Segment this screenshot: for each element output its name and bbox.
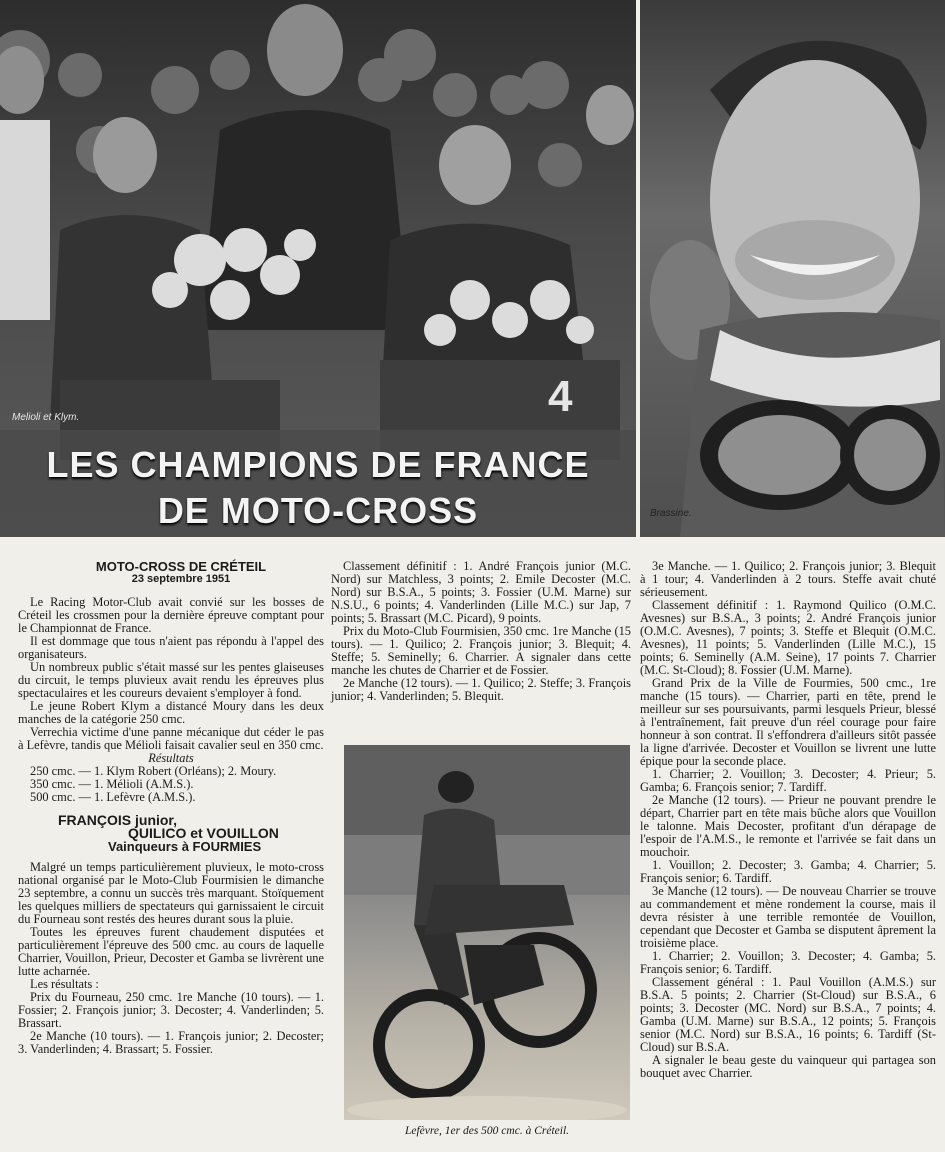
rider-illustration [344, 745, 630, 1120]
column-1 [18, 560, 324, 1056]
creteil-para-5: Verrechia victime d'une panne mécanique dut céder le pas à Lefèvre, tandis que Mélioli faisait cavalier seul en 350 cmc. [18, 725, 324, 752]
col3-para-1: 3e Manche. — 1. Quilico; 2. François junior; 3. Blequit à 1 tour; 4. Vanderlinden à 2 tours. Steffe avait chuté sérieusement. [640, 559, 936, 599]
fourmies-heading-line2: QUILICO et VOUILLON [128, 825, 279, 841]
col3-para-8: 1. Charrier; 2. Vouillon; 3. Decoster; 4. Gamba; 5. François senior; 6. Tardiff. [640, 949, 936, 976]
creteil-para-4: Le jeune Robert Klym a distancé Moury dans les deux manches de la catégorie 250 cmc. [18, 699, 324, 726]
column-2 [331, 560, 631, 703]
creteil-para-3: Un nombreux public s'était massé sur les pentes glaiseuses du circuit, le temps pluvieux avait rendu les épreuves plus spectaculaires et les coureurs devaient s'employer à fond. [18, 660, 324, 700]
fourmies-para-2: Toutes les épreuves furent chaudement disputées et particulièrement l'épreuve des 500 cmc. au cours de laquelle Charrier, Vouillon, Prieur, Decoster et Gamba se livrèrent une lutte acharnée. [18, 925, 324, 978]
portrait-caption: Brassine. [650, 508, 692, 519]
group-photo-caption: Melioli et Klym. [12, 412, 80, 423]
fourmies-para-5: 2e Manche (10 tours). — 1. François junior; 2. Decoster; 3. Vanderlinden; 4. Brassart; 5. Fossier. [18, 1029, 324, 1056]
col3-para-5: 2e Manche (12 tours). — Prieur ne pouvant prendre le départ, Charrier part en tête mais bûche alors que Vouillon le talonne. Mais Decoster, profitant d'un dérapage de l'espoir de l'A.M.S., le remonte et l'arrivée se fait dans un mouchoir. [640, 793, 936, 859]
col3-para-3: Grand Prix de la Ville de Fourmies, 500 cmc., 1re manche (15 tours). — Charrier, parti en tête, prend le meilleur sur ses poursuivants, parmi lesquels Prieur, blessé à l'entraînement, fait preuve d'un réel courage pour faire honneur à son contrat. Il s'effondrera d'ailleurs sitôt passée la ligne d'arrivée. Decoster et Vouillon se livrent une lutte épique pour la seconde place. [640, 676, 936, 768]
creteil-date: 23 septembre 1951 [131, 573, 231, 585]
result-500: 500 cmc. — 1. Lefèvre (A.M.S.). [30, 790, 196, 804]
lefevre-moto-photo [344, 745, 630, 1120]
fourmies-heading-line1: FRANÇOIS junior, [58, 812, 177, 828]
col2-para-1: Classement définitif : 1. André François junior (M.C. Nord) sur Matchless, 3 points; 2. Emile Decoster (M.C. Nord) sur B.S.A., 5 points; 3. Fossier (U.M. Marne) sur N.S.U., 6 points; 4. Vanderlinden (Lille M.C.) sur Jap, 7 points; 5. Brassart (M.C. Picard), 9 points. [331, 559, 631, 625]
creteil-para-2: Il est dommage que tous n'aient pas répondu à l'appel des organisateurs. [18, 634, 324, 661]
moto-photo-caption: Lefèvre, 1er des 500 cmc. à Créteil. [404, 1125, 570, 1137]
result-350: 350 cmc. — 1. Mélioli (A.M.S.). [30, 777, 194, 791]
results-label: Résultats [148, 751, 194, 765]
bike-number: 4 [548, 372, 573, 421]
result-250: 250 cmc. — 1. Klym Robert (Orléans); 2. Moury. [30, 764, 277, 778]
portrait-illustration [640, 0, 945, 537]
fourmies-para-3: Les résultats : [30, 977, 99, 991]
column-3 [640, 560, 936, 1080]
brassine-portrait-photo [640, 0, 945, 537]
banner-title-line2: DE MOTO-CROSS [157, 490, 479, 531]
col2-para-2: Prix du Moto-Club Fourmisien, 350 cmc. 1re Manche (15 tours). — 1. Quilico; 2. François junior; 3. Blequit; 4. Steffe; 5. Seminelly; 6. Charrier. A signaler dans cette manche les chutes de Charrier et de Fossier. [331, 624, 631, 677]
fourmies-heading-line3: Vainqueurs à FOURMIES [108, 839, 262, 854]
fourmies-para-4: Prix du Fourneau, 250 cmc. 1re Manche (10 tours). — 1. Fossier; 2. François junior; 3. Decoster; 4. Vanderlinden; 5. Brassart. [18, 990, 324, 1030]
col3-para-2: Classement définitif : 1. Raymond Quilico (O.M.C. Avesnes) sur B.S.A., 3 points; 2. André François junior (O.M.C. Avesnes), 7 points; 3. Steffe et Blequit (O.M.C. Avesnes), 11 points; 5. Vanderlinden (Lille M.C.), 15 points; 6. Seminelly (A.M. Seine), 17 points 7. Charrier (M.C. St-Cloud); 8. Fossier (U.M. Marne). [640, 598, 936, 677]
col3-para-4: 1. Charrier; 2. Vouillon; 3. Decoster; 4. Prieur; 5. Gamba; 6. François senior; 7. Tardiff. [640, 767, 936, 794]
banner-title-line1: LES CHAMPIONS DE FRANCE [46, 444, 590, 485]
col3-para-9: Classement général : 1. Paul Vouillon (A.M.S.) sur B.S.A. 5 points; 2. Charrier (St-Cloud) sur B.S.A., 6 points; 3. Decoster (MC. Nord) sur B.S.A., 7 points; 4. Gamba (U.M. Marne) sur B.S.A., 12 points; 5. François senior (M.C. Nord) sur B.S.A., 16 points; 6. Tardiff (St-Cloud) sur B.S.A. [640, 975, 936, 1054]
creteil-heading: MOTO-CROSS DE CRÉTEIL [95, 559, 267, 574]
fourmies-para-1: Malgré un temps particulièrement pluvieux, le moto-cross national organisé par le Moto-Club Fourmisien le dimanche 23 septembre, a connu un succès très marquant. Stoïquement les quelques milliers de spectateurs qui garnissaient le circuit du Fourneau sont restés des heures durant sous la pluie. [18, 860, 324, 926]
col3-para-6: 1. Vouillon; 2. Decoster; 3. Gamba; 4. Charrier; 5. François senior; 6. Tardiff. [640, 858, 936, 885]
creteil-para-1: Le Racing Motor-Club avait convié sur les bosses de Créteil les crossmen pour la dernière épreuve comptant pour le Championnat de France. [18, 595, 324, 635]
col3-para-10: A signaler le beau geste du vainqueur qui partagea son bouquet avec Charrier. [640, 1053, 936, 1080]
col3-para-7: 3e Manche (12 tours). — De nouveau Charrier se trouve au commandement et mène rondement la course, mais il devra résister à une terrible remontée de Vouillon, cependant que Decoster et Gamba se disputent âprement la troisième place. [640, 884, 936, 950]
col2-para-3: 2e Manche (12 tours). — 1. Quilico; 2. Steffe; 3. François junior; 4. Vanderlinden; 5. Blequit. [331, 676, 631, 703]
